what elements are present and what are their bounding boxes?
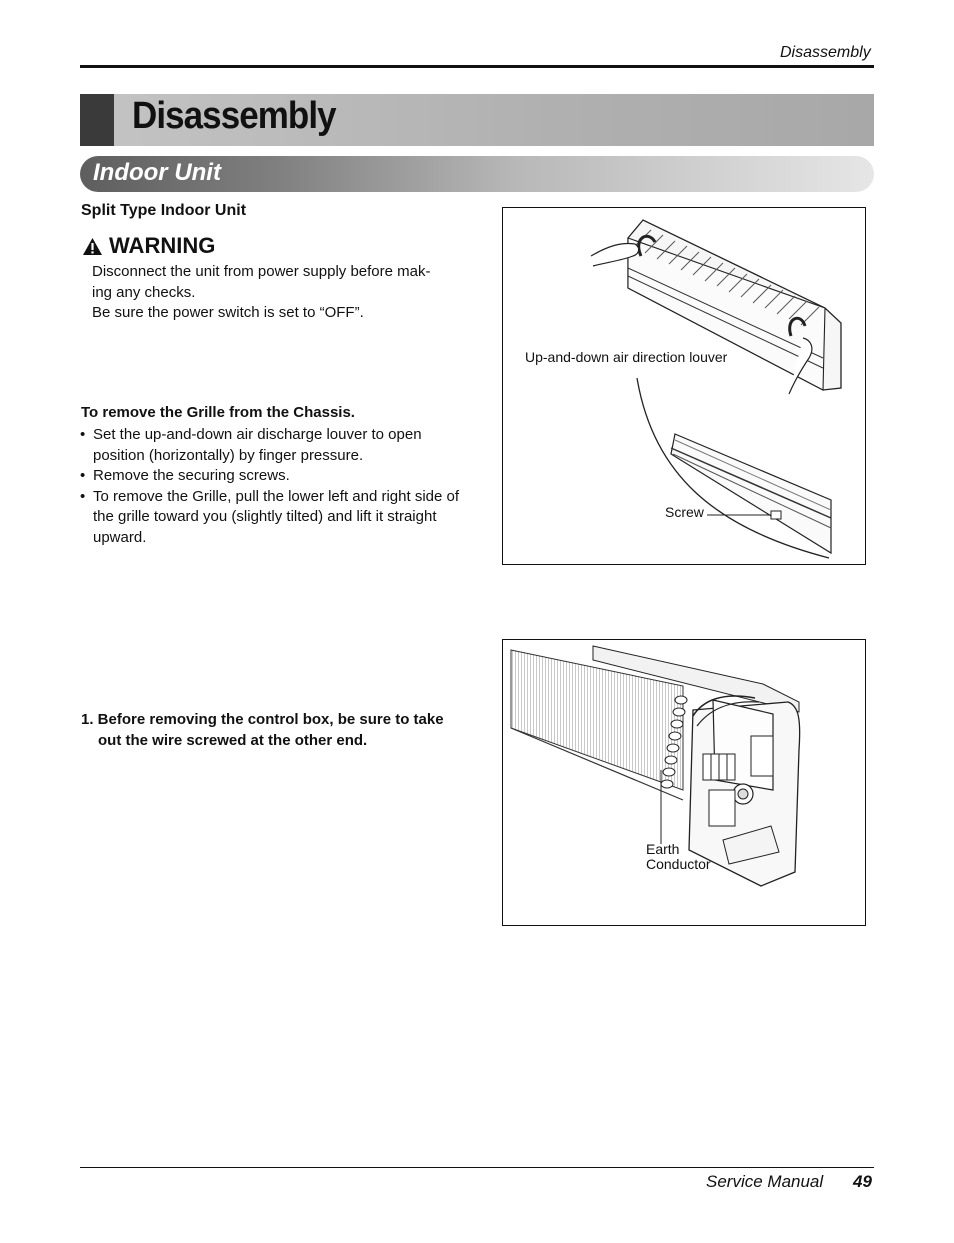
title-accent-block [80, 94, 114, 146]
footer-rule [80, 1167, 874, 1168]
warning-label: WARNING [109, 233, 216, 258]
warning-line: Disconnect the unit from power supply before mak- [92, 263, 431, 280]
running-header: Disassembly [780, 44, 871, 61]
earth-label-line: Earth [646, 841, 680, 857]
subheading: Split Type Indoor Unit [81, 202, 247, 219]
grille-steps-list [80, 425, 460, 548]
control-box-illustration [503, 640, 865, 925]
earth-conductor-label [646, 842, 711, 872]
warning-heading [82, 233, 215, 259]
footer-manual-label: Service Manual [706, 1172, 824, 1191]
earth-label-line: Conductor [646, 856, 711, 872]
louver-label: Up-and-down air direction louver [525, 349, 728, 365]
list-item: • Set the up-and-down air discharge louver to open position (horizontally) by finger pressure. [80, 425, 460, 466]
screw-label: Screw [665, 504, 704, 520]
header-rule [80, 65, 874, 68]
page-title: Disassembly [132, 95, 336, 137]
warning-line: Be sure the power switch is set to “OFF”. [92, 304, 364, 321]
control-box-step: 1. Before removing the control box, be sure to take out the wire screwed at the other end. [81, 711, 444, 749]
list-item: • To remove the Grille, pull the lower left and right side of the grille toward you (slightly tilted) and lift it straight upward. [80, 487, 460, 549]
page-number: 49 [853, 1172, 872, 1191]
warning-triangle-icon [82, 237, 103, 256]
warning-line: ing any checks. [92, 283, 196, 301]
grille-removal-figure [502, 207, 866, 565]
section-title: Indoor Unit [93, 159, 221, 186]
control-box-figure [502, 639, 866, 926]
grille-heading: To remove the Grille from the Chassis. [81, 404, 355, 421]
warning-body [92, 262, 452, 324]
list-item: • Remove the securing screws. [80, 466, 460, 487]
